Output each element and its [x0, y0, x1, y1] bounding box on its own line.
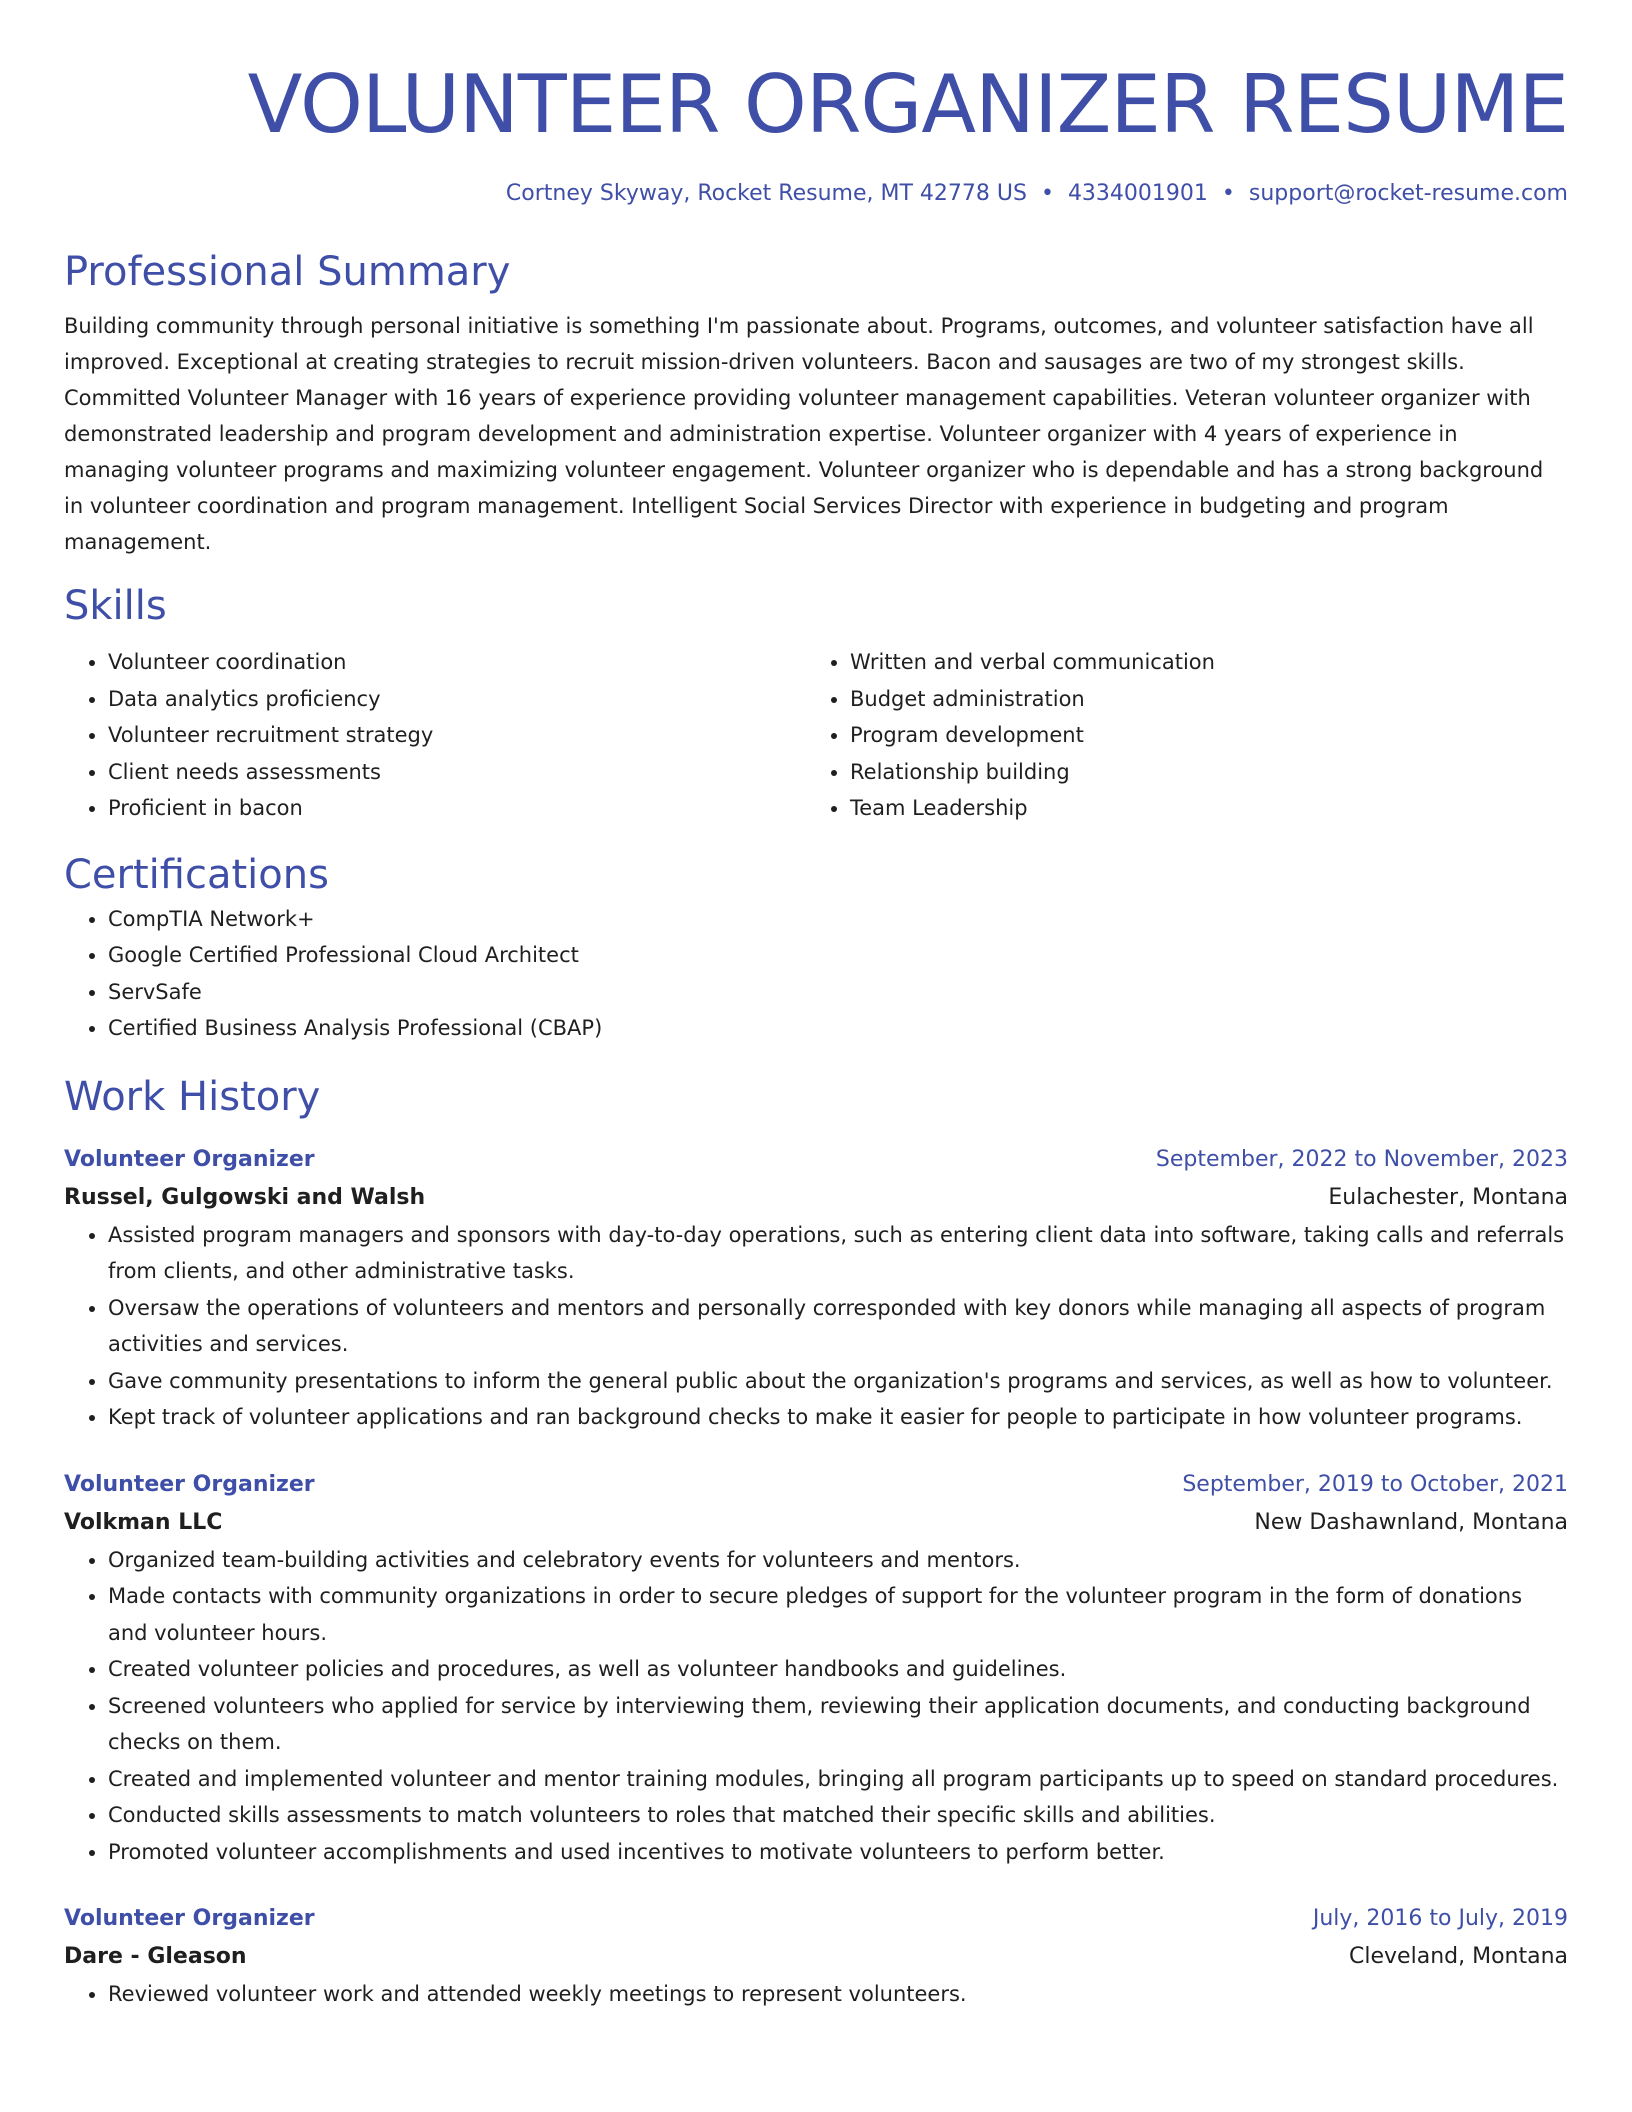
job-header-row	[64, 1466, 1568, 1504]
job-bullet: • Oversaw the operations of volunteers and mentors and personally corresponded with key donors while managing all aspects of program activities and services.	[108, 1290, 1568, 1363]
job-company: Russel, Gulgowski and Walsh	[64, 1184, 426, 1210]
job-bullet: • Assisted program managers and sponsors with day-to-day operations, such as entering client data into software, taking calls and referrals from clients, and other administrative tasks.	[108, 1217, 1568, 1290]
job-bullets	[64, 1217, 1568, 1436]
contact-email[interactable]: support@rocket-resume.com	[1248, 181, 1568, 206]
job-bullets	[64, 1976, 1568, 2013]
skill-item: • Team Leadership	[850, 790, 1548, 827]
job-company: Dare - Gleason	[64, 1944, 247, 1969]
job-bullets	[64, 1542, 1568, 1871]
skill-item: • Proficient in bacon	[108, 790, 806, 827]
contact-separator: •	[1040, 181, 1054, 206]
certification-item: • ServSafe	[108, 974, 1568, 1011]
job-location: Eulachester, Montana	[1328, 1184, 1568, 1210]
job-bullet: • Promoted volunteer accomplishments and used incentives to motivate volunteers to perform better.	[108, 1834, 1568, 1871]
job-company-row	[64, 1504, 1568, 1542]
contact-separator: •	[1221, 181, 1235, 206]
contact-address: Cortney Skyway, Rocket Resume, MT 42778 US	[505, 181, 1027, 206]
summary-text: Building community through personal initiative is something I'm passionate about. Programs, outcomes, and volunteer satisfaction have all improved. Exceptional at creating strategies to recruit mission-driven volunteers. Bacon and sausages are two of my strongest skills. Committed Volunteer Manager with 16 years of experience providing volunteer management capabilities. Veteran volunteer organizer with demonstrated leadership and program development and administration expertise. Volunteer organizer with 4 years of experience in managing volunteer programs and maximizing volunteer engagement. Volunteer organizer who is dependable and has a strong background in volunteer coordination and program management. Intelligent Social Services Director with experience in budgeting and program management.	[64, 314, 1544, 554]
job-header-row	[64, 1900, 1568, 1938]
skills-heading: Skills	[64, 583, 167, 629]
skill-item: • Written and verbal communication	[850, 644, 1548, 681]
job-entry	[64, 1466, 1568, 1871]
skill-item: • Volunteer coordination	[108, 644, 806, 681]
job-location: New Dashawnland, Montana	[1254, 1509, 1568, 1535]
job-company: Volkman LLC	[64, 1509, 223, 1535]
job-bullet: • Organized team-building activities and celebratory events for volunteers and mentors.	[108, 1542, 1568, 1579]
job-bullet: • Made contacts with community organizations in order to secure pledges of support for the volunteer program in the form of donations and volunteer hours.	[108, 1578, 1568, 1651]
certifications-heading: Certifications	[64, 851, 329, 898]
job-entry	[64, 1141, 1568, 1436]
certification-item: • Google Certified Professional Cloud Architect	[108, 937, 1568, 974]
job-bullet: • Created volunteer policies and procedures, as well as volunteer handbooks and guidelines.	[108, 1651, 1568, 1688]
job-dates: July, 2016 to July, 2019	[1312, 1906, 1568, 1931]
job-header-row	[64, 1141, 1568, 1179]
job-bullet: • Created and implemented volunteer and mentor training modules, bringing all program participants up to speed on standard procedures.	[108, 1761, 1568, 1798]
job-dates: September, 2022 to November, 2023	[1155, 1146, 1568, 1172]
skill-item: • Data analytics proficiency	[108, 681, 806, 718]
contact-phone: 4334001901	[1067, 181, 1208, 206]
job-bullet: • Reviewed volunteer work and attended weekly meetings to represent volunteers.	[108, 1976, 1568, 2013]
job-bullet: • Kept track of volunteer applications and ran background checks to make it easier for people to participate in how volunteer programs.	[108, 1399, 1568, 1436]
job-location: Cleveland, Montana	[1349, 1944, 1568, 1969]
certification-item: • CompTIA Network+	[108, 901, 1568, 938]
job-company-row	[64, 1179, 1568, 1217]
job-title: Volunteer Organizer	[64, 1906, 315, 1931]
work-history-heading: Work History	[64, 1073, 321, 1120]
skills-list-right	[806, 644, 1548, 827]
resume-title: VOLUNTEER ORGANIZER RESUME	[247, 58, 1568, 151]
job-bullet: • Gave community presentations to inform the general public about the organization's programs and services, as well as how to volunteer.	[108, 1363, 1568, 1400]
skills-column-left	[64, 644, 806, 827]
certifications-list	[64, 901, 1568, 1047]
job-dates: September, 2019 to October, 2021	[1182, 1471, 1568, 1497]
skill-item: • Program development	[850, 717, 1548, 754]
skill-item: • Budget administration	[850, 681, 1548, 718]
skills-grid	[64, 644, 1568, 827]
job-title: Volunteer Organizer	[64, 1146, 315, 1172]
skills-list-left	[64, 644, 806, 827]
skill-item: • Client needs assessments	[108, 754, 806, 791]
job-company-row	[64, 1938, 1568, 1976]
skills-column-right	[806, 644, 1548, 827]
job-bullet: • Conducted skills assessments to match volunteers to roles that matched their specific skills and abilities.	[108, 1797, 1568, 1834]
summary-heading: Professional Summary	[64, 249, 511, 295]
job-bullet: • Screened volunteers who applied for service by interviewing them, reviewing their application documents, and conducting background checks on them.	[108, 1688, 1568, 1761]
skill-item: • Volunteer recruitment strategy	[108, 717, 806, 754]
resume-page	[64, 0, 1568, 2013]
contact-line	[64, 178, 1568, 210]
job-entry	[64, 1900, 1568, 2013]
skill-item: • Relationship building	[850, 754, 1548, 791]
job-title: Volunteer Organizer	[64, 1471, 315, 1497]
certification-item: • Certified Business Analysis Professional (CBAP)	[108, 1010, 1568, 1047]
